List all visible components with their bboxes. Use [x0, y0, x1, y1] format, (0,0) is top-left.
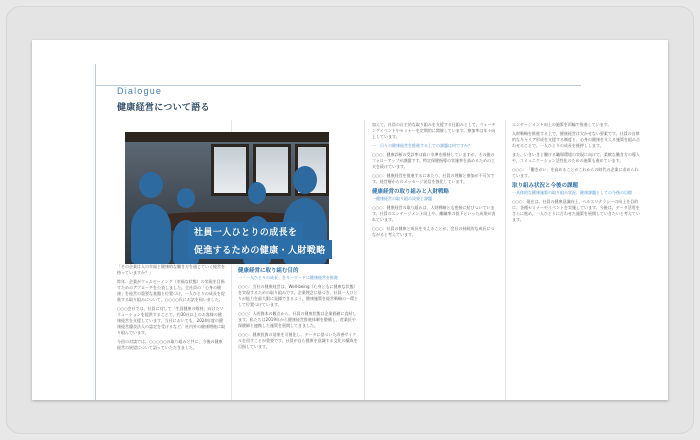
paragraph: 今回の対談では、○○○○○の取り組みと共に、今後の健康経営の展望について語っていただきました。: [117, 339, 223, 350]
section-heading: 健康経営の取り組みと人財戦略: [372, 189, 450, 195]
section-subheading: 一健康経営の取り組み成果と課題: [372, 196, 432, 201]
photo-caption-line2: 促進するための健康・人財戦略: [188, 240, 332, 259]
magazine-spread: [95, 64, 644, 400]
paragraph: 加えて、社員の自主的な取り組みを支援する仕組みとして、ウォーキングイベントやセミナーを定期的に開催しています。参加率は年々向上しています。: [372, 122, 496, 139]
section-kicker: Dialogue: [117, 86, 163, 96]
paragraph: ○○○：健康経営の取り組みは、人財戦略とも密接に結びついています。社員のエンゲージメント向上や、離職率の低下といった成果が表れています。: [372, 205, 496, 222]
paragraph: 人財戦略を推進する上で、健康経営は欠かせない要素です。社員の自律的なキャリア形成を支援する制度と、心身の健康を支える施策を組み合わせることで、一人ひとりの成長を後押しします。: [512, 131, 640, 148]
paragraph: ○○○：健康投資の効果を可視化し、データに基づいた改善サイクルを回すことが重要です。社員が自ら健康を意識する文化の醸成を目指しています。: [238, 332, 358, 349]
paragraph: ○○○：当社の健康経営は、Well-being（心身ともに健康な状態）を実現するための取り組みです。企業理念に基づき、社員一人ひとりが能力を最大限に発揮できるよう、健康施策を経営戦略の一環として位置づけています。: [238, 284, 358, 307]
paragraph: また、いきいきと働ける職場環境の実現に向けて、柔軟な働き方の導入や、コミュニケーション活性化のための施策も進めています。: [512, 152, 640, 163]
column-3: [372, 122, 498, 241]
column-4: [512, 122, 640, 226]
section-heading: 健康経営に取り組む目的: [238, 268, 299, 274]
paragraph: ○○○：健康経営を推進するにあたり、社員の理解と参加が不可欠です。経営層からのメッセージ発信を強化しています。: [372, 173, 495, 184]
paragraph: ○○○：現在は、社員の健康意識向上、ヘルスリテラシーの向上を目的に、各種セミナーやイベントを実施しています。今後は、データ活用をさらに進め、一人ひとりに合わせた施策を展開していきたいと考えています。: [512, 199, 640, 222]
paragraph: ○○○：「働きがい」を高めることがこれからの時代の企業に求められています。: [512, 167, 639, 178]
column-divider: [364, 120, 365, 400]
paragraph: ○○○：人的資本の観点から、社員の健康状態は企業価値に直結します。私たちは2019年から健康経営推進体制を整備し、産業医や保健師と連携した施策を展開してきました。: [238, 311, 357, 328]
paragraph: ○○○：健康診断の受診率は高い水準を維持していますが、その後のフォローアップが課題です。特定保健指導の実施率を高めるための工夫を続けています。: [372, 152, 495, 169]
column-1: [117, 264, 225, 354]
article-title: 健康経営について語る: [117, 103, 210, 113]
document-page: [32, 40, 668, 400]
paragraph: ○○○会社では、社員に対して「生涯健康の維持」向けたソリューションを提供することで、約30社以上のお客様の健康経営を支援しています。当社においても、2024年度の健康経営優良法人の認定を受けるなど、社内外の健康増進に取り組んでいます。: [117, 306, 225, 335]
section-subheading: 一具体的な健康施策の取り組み状況、健康課題としての今後の目標: [512, 190, 632, 195]
column-2: [238, 264, 358, 353]
interview-question: 一 日々の健康経営を推進する上での課題は何ですか？: [372, 143, 472, 148]
paragraph: ○○○：社員の健康と成長を支えることが、会社の持続的な成長につながると考えています。: [372, 226, 495, 237]
silhouette: [131, 204, 171, 264]
column-divider: [505, 120, 506, 400]
photo-caption-line1: 社員一人ひとりの成長を: [188, 222, 303, 241]
section-subheading: 一「一人ひとりの成長」をキーワードに健康経営を推進: [238, 275, 338, 280]
header-rule: [96, 85, 581, 86]
section-heading: 取り組み状況と今後の課題: [512, 183, 579, 189]
paragraph: 昨年、企業がウェルビーイング（幸福な状態）の実現を目指すためのアプローチを公表しました。全社員の「心身の健康」を経営の重要な基盤と位置づけ、一人ひとりの成長を促進する取り組みについて、○○○○氏にお話を伺いました。: [117, 279, 225, 302]
paragraph: エンゲージメント向上の施策を両輪で推進しています。: [512, 122, 612, 127]
intro-text: 「その企業は人の幸福と健康的な働き方を通じていく経営を持っていますか？」: [117, 264, 225, 275]
